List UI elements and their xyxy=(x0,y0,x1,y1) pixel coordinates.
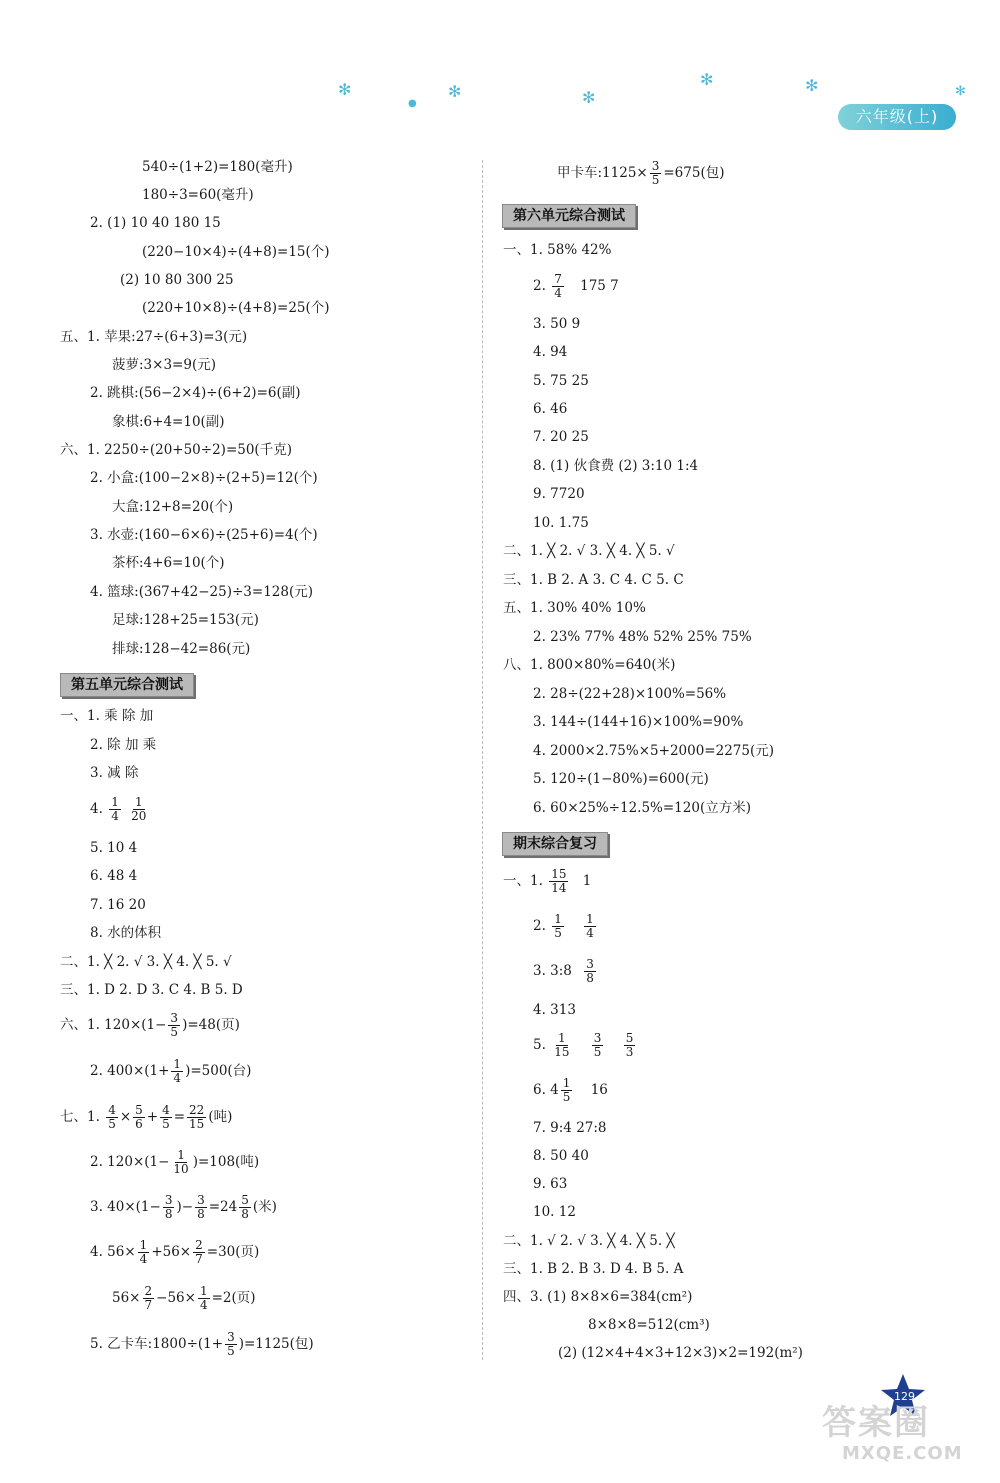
denominator: 20 xyxy=(131,809,147,823)
answer-line: 5. 120÷(1−80%)=600(元) xyxy=(533,771,709,787)
answer-number: 5. xyxy=(533,1037,546,1053)
snowflake-icon: ✻ xyxy=(338,80,352,99)
denominator: 5 xyxy=(554,926,562,940)
answer-line xyxy=(533,1032,637,1059)
numerator: 2 xyxy=(195,1238,203,1252)
answer-line xyxy=(90,1149,259,1176)
column-divider xyxy=(482,160,483,1360)
numerator: 2 xyxy=(144,1284,153,1298)
answer-line: 10. 1.75 xyxy=(533,515,589,531)
fraction xyxy=(171,1149,190,1176)
fraction xyxy=(584,958,596,985)
fraction xyxy=(163,1194,175,1221)
answer-line: (220−10×4)÷(4+8)=15(个) xyxy=(142,244,330,260)
answer-line xyxy=(90,1058,251,1085)
answer-line: 八、1. 800×80%=640(米) xyxy=(503,657,676,673)
fraction xyxy=(160,1104,172,1131)
answer-line: 三、1. D 2. D 3. C 4. B 5. D xyxy=(60,982,243,998)
denominator: 5 xyxy=(562,1090,571,1104)
answer-line: 菠萝:3×3=9(元) xyxy=(112,357,216,373)
denominator: 5 xyxy=(108,1117,116,1131)
fraction xyxy=(171,1058,183,1085)
fraction xyxy=(549,868,568,895)
fraction xyxy=(225,1331,237,1358)
expr-text: 七、1. xyxy=(60,1109,100,1125)
answer-line: 6. 46 xyxy=(533,401,568,417)
numerator: 1 xyxy=(177,1148,185,1162)
answer-line: 2. 跳棋:(56−2×4)÷(6+2)=6(副) xyxy=(90,385,301,401)
answer-line: 4. 313 xyxy=(533,1002,576,1018)
snowflake-icon: ✻ xyxy=(955,84,966,99)
answer-line: 足球:128+25=153(元) xyxy=(112,612,259,628)
expr-text: 4. 56× xyxy=(90,1244,136,1260)
numerator: 5 xyxy=(241,1193,249,1207)
numerator: 1 xyxy=(558,1031,566,1045)
numerator: 3 xyxy=(227,1330,235,1344)
grade-badge: 六年级(上) xyxy=(838,104,956,130)
denominator: 6 xyxy=(135,1117,143,1131)
answer-line: 四、3. (1) 8×8×6=384(cm²) xyxy=(503,1289,693,1305)
expr-text: (吨) xyxy=(208,1109,233,1125)
expr-text: )=48(页) xyxy=(182,1017,240,1033)
denominator: 5 xyxy=(227,1344,235,1358)
fraction xyxy=(106,1104,118,1131)
answer-line: 3. 50 9 xyxy=(533,316,581,332)
numerator: 1 xyxy=(111,795,119,809)
answer-line: 二、1. ╳ 2. √ 3. ╳ 4. ╳ 5. √ xyxy=(503,543,675,559)
expr-text: =675(包) xyxy=(663,165,725,181)
answer-line: 8×8×8=512(cm³) xyxy=(588,1317,710,1333)
answer-line: 一、1. 58% 42% xyxy=(503,242,612,258)
expr-text: =2(页) xyxy=(211,1290,256,1306)
denominator: 5 xyxy=(170,1025,179,1039)
answer-line xyxy=(533,913,598,940)
expr-text: 六、1. 120×(1− xyxy=(60,1017,167,1033)
numerator: 1 xyxy=(562,1076,571,1090)
answer-line: 8. 水的体积 xyxy=(90,925,162,941)
answer-line: 2. 28÷(22+28)×100%=56% xyxy=(533,686,727,702)
fraction xyxy=(195,1194,207,1221)
section-title: 第六单元综合测试 xyxy=(502,204,636,228)
answer-line: 2. 除 加 乘 xyxy=(90,737,157,753)
numerator: 5 xyxy=(135,1103,143,1117)
fraction xyxy=(168,1012,180,1039)
answer-line xyxy=(533,1077,608,1104)
fraction xyxy=(193,1239,205,1266)
numerator: 1 xyxy=(199,1284,208,1298)
watermark-url: MXQE.COM xyxy=(842,1443,963,1464)
expr-text: =30(页) xyxy=(206,1244,260,1260)
answer-line: 7. 20 25 xyxy=(533,429,589,445)
answer-line xyxy=(90,1331,314,1358)
numerator: 5 xyxy=(625,1031,634,1045)
denominator: 7 xyxy=(195,1252,203,1266)
snowflake-icon: ✻ xyxy=(700,70,714,89)
answer-line xyxy=(533,273,619,300)
numerator: 3 xyxy=(170,1011,179,1025)
fraction xyxy=(592,1032,604,1059)
numerator: 1 xyxy=(139,1238,148,1252)
expr-text: 5. 乙卡车:1800÷(1+ xyxy=(90,1336,224,1352)
fraction xyxy=(187,1104,206,1131)
expr-text: +56× xyxy=(151,1244,192,1260)
answer-number: 一、1. xyxy=(503,873,543,889)
watermark-text: 答案圈 xyxy=(822,1403,930,1443)
fraction xyxy=(552,273,564,300)
fraction xyxy=(109,796,121,823)
answer-line: 大盒:12+8=20(个) xyxy=(112,499,234,515)
answer-line: 9. 7720 xyxy=(533,486,585,502)
fraction xyxy=(143,1285,155,1312)
denominator: 4 xyxy=(586,926,594,940)
answer-line: (2) (12×4+4×3+12×3)×2=192(m²) xyxy=(558,1345,803,1361)
expr-text: −56× xyxy=(156,1290,196,1306)
expr-text: 2. 400×(1+ xyxy=(90,1063,170,1079)
numerator: 3 xyxy=(164,1193,173,1207)
operator: + xyxy=(146,1109,159,1125)
expr-text: 1 xyxy=(582,873,592,889)
answer-line: 排球:128−42=86(元) xyxy=(112,641,251,657)
answer-line xyxy=(112,1285,256,1312)
answer-line xyxy=(503,868,591,895)
answer-line: 6. 60×25%÷12.5%=120(立方米) xyxy=(533,800,751,816)
answer-line: 5. 75 25 xyxy=(533,373,589,389)
answer-line: 象棋:6+4=10(副) xyxy=(112,414,225,430)
answer-line: 4. 篮球:(367+42−25)÷3=128(元) xyxy=(90,584,314,600)
answer-line: 六、1. 2250÷(20+50÷2)=50(千克) xyxy=(60,442,292,458)
fraction xyxy=(129,796,148,823)
numerator: 3 xyxy=(593,1031,602,1045)
expr-text: )− xyxy=(176,1199,194,1215)
answer-line: 9. 63 xyxy=(533,1176,568,1192)
answer-line xyxy=(533,958,598,985)
answer-line: 8. 50 40 xyxy=(533,1148,589,1164)
denominator: 5 xyxy=(593,1045,602,1059)
expr-text: =24 xyxy=(208,1199,238,1215)
answer-line xyxy=(90,796,150,823)
denominator: 8 xyxy=(164,1207,173,1221)
numerator: 3 xyxy=(197,1193,205,1207)
answer-line: 三、1. B 2. B 3. D 4. B 5. A xyxy=(503,1261,684,1277)
numerator: 1 xyxy=(586,912,594,926)
answer-line: 2. 23% 77% 48% 52% 25% 75% xyxy=(533,629,752,645)
expr-text: 2. 120×(1− xyxy=(90,1154,170,1170)
expr-text: 6. 4 xyxy=(533,1082,559,1098)
answer-line: 3. 144÷(144+16)×100%=90% xyxy=(533,714,744,730)
denominator: 8 xyxy=(197,1207,205,1221)
answer-number: 4. xyxy=(90,801,103,817)
answer-line: 4. 2000×2.75%×5+2000=2275(元) xyxy=(533,743,774,759)
answer-line xyxy=(60,1104,232,1131)
denominator: 5 xyxy=(651,173,660,187)
numerator: 7 xyxy=(554,272,562,286)
answer-line: 五、1. 30% 40% 10% xyxy=(503,600,646,616)
answer-line: 10. 12 xyxy=(533,1204,576,1220)
numerator: 3 xyxy=(651,159,660,173)
answer-line xyxy=(60,1012,240,1039)
fraction xyxy=(561,1077,573,1104)
denominator: 15 xyxy=(189,1117,205,1131)
fraction xyxy=(624,1032,636,1059)
answer-line: 2. 小盒:(100−2×8)÷(2+5)=12(个) xyxy=(90,470,318,486)
denominator: 4 xyxy=(199,1298,208,1312)
watermark-logo xyxy=(822,1395,963,1464)
operator: = xyxy=(173,1109,186,1125)
answer-line: 3. 减 除 xyxy=(90,765,139,781)
answer-line: 2. (1) 10 40 180 15 xyxy=(90,215,221,231)
answer-line: 二、1. ╳ 2. √ 3. ╳ 4. ╳ 5. √ xyxy=(60,954,232,970)
expr-text: 56× xyxy=(112,1290,141,1306)
expr-text: 甲卡车:1125× xyxy=(557,165,648,181)
answer-line: 540÷(1+2)=180(毫升) xyxy=(142,159,293,175)
answer-number: 2. xyxy=(533,918,546,934)
denominator: 4 xyxy=(111,809,119,823)
answer-line xyxy=(90,1239,259,1266)
section-title: 第五单元综合测试 xyxy=(60,673,194,697)
numerator: 1 xyxy=(134,795,143,809)
denominator: 8 xyxy=(241,1207,249,1221)
expr-text: )=1125(包) xyxy=(238,1336,314,1352)
operator: × xyxy=(119,1109,132,1125)
numerator: 15 xyxy=(551,867,567,881)
denominator: 15 xyxy=(554,1045,570,1059)
expr-text: (米) xyxy=(252,1199,277,1215)
snowflake-icon: ● xyxy=(408,98,417,109)
fraction xyxy=(584,913,596,940)
snowflake-icon: ✻ xyxy=(582,88,596,107)
answer-line xyxy=(557,160,724,187)
snowflake-icon: ✻ xyxy=(805,76,819,95)
denominator: 3 xyxy=(625,1045,634,1059)
answer-line: 180÷3=60(毫升) xyxy=(142,187,254,203)
fraction xyxy=(239,1194,251,1221)
fraction xyxy=(133,1104,145,1131)
expr-text: 3. 3:8 xyxy=(533,963,572,979)
snowflake-icon: ✻ xyxy=(448,82,462,101)
fraction xyxy=(650,160,662,187)
answer-line: 8. (1) 伙食费 (2) 3:10 1:4 xyxy=(533,458,699,474)
page-number: 129 xyxy=(894,1390,915,1403)
numerator: 22 xyxy=(189,1103,205,1117)
answer-line: (2) 10 80 300 25 xyxy=(120,272,234,288)
answer-line: 5. 10 4 xyxy=(90,840,138,856)
expr-text: 3. 40×(1− xyxy=(90,1199,161,1215)
fraction xyxy=(138,1239,150,1266)
denominator: 10 xyxy=(173,1162,189,1176)
denominator: 14 xyxy=(551,881,567,895)
denominator: 8 xyxy=(586,971,594,985)
fraction xyxy=(198,1285,210,1312)
denominator: 4 xyxy=(554,286,562,300)
numerator: 4 xyxy=(162,1103,170,1117)
section-title: 期末综合复习 xyxy=(502,832,608,856)
denominator: 4 xyxy=(173,1071,182,1085)
denominator: 4 xyxy=(139,1252,148,1266)
answer-line: 7. 9:4 27:8 xyxy=(533,1120,607,1136)
answer-line: 茶杯:4+6=10(个) xyxy=(112,555,225,571)
fraction xyxy=(552,913,564,940)
answer-line: 一、1. 乘 除 加 xyxy=(60,708,154,724)
numerator: 3 xyxy=(586,957,594,971)
fraction xyxy=(552,1032,571,1059)
answer-line xyxy=(90,1194,277,1221)
numerator: 4 xyxy=(108,1103,116,1117)
numerator: 1 xyxy=(554,912,562,926)
denominator: 7 xyxy=(144,1298,153,1312)
answer-number: 2. xyxy=(533,278,546,294)
answer-line: 6. 48 4 xyxy=(90,868,138,884)
numerator: 1 xyxy=(173,1057,182,1071)
answer-line: 三、1. B 2. A 3. C 4. C 5. C xyxy=(503,572,684,588)
answer-line: 4. 94 xyxy=(533,344,568,360)
expr-text: 175 7 xyxy=(580,278,619,294)
denominator: 5 xyxy=(162,1117,170,1131)
answer-line: 二、1. √ 2. √ 3. ╳ 4. ╳ 5. ╳ xyxy=(503,1233,675,1249)
answer-line: (220+10×8)÷(4+8)=25(个) xyxy=(142,300,330,316)
expr-text: )=500(台) xyxy=(185,1063,252,1079)
answer-line: 7. 16 20 xyxy=(90,897,146,913)
answer-line: 五、1. 苹果:27÷(6+3)=3(元) xyxy=(60,329,248,345)
expr-text: 16 xyxy=(590,1082,608,1098)
answer-line: 3. 水壶:(160−6×6)÷(25+6)=4(个) xyxy=(90,527,318,543)
expr-text: )=108(吨) xyxy=(192,1154,260,1170)
